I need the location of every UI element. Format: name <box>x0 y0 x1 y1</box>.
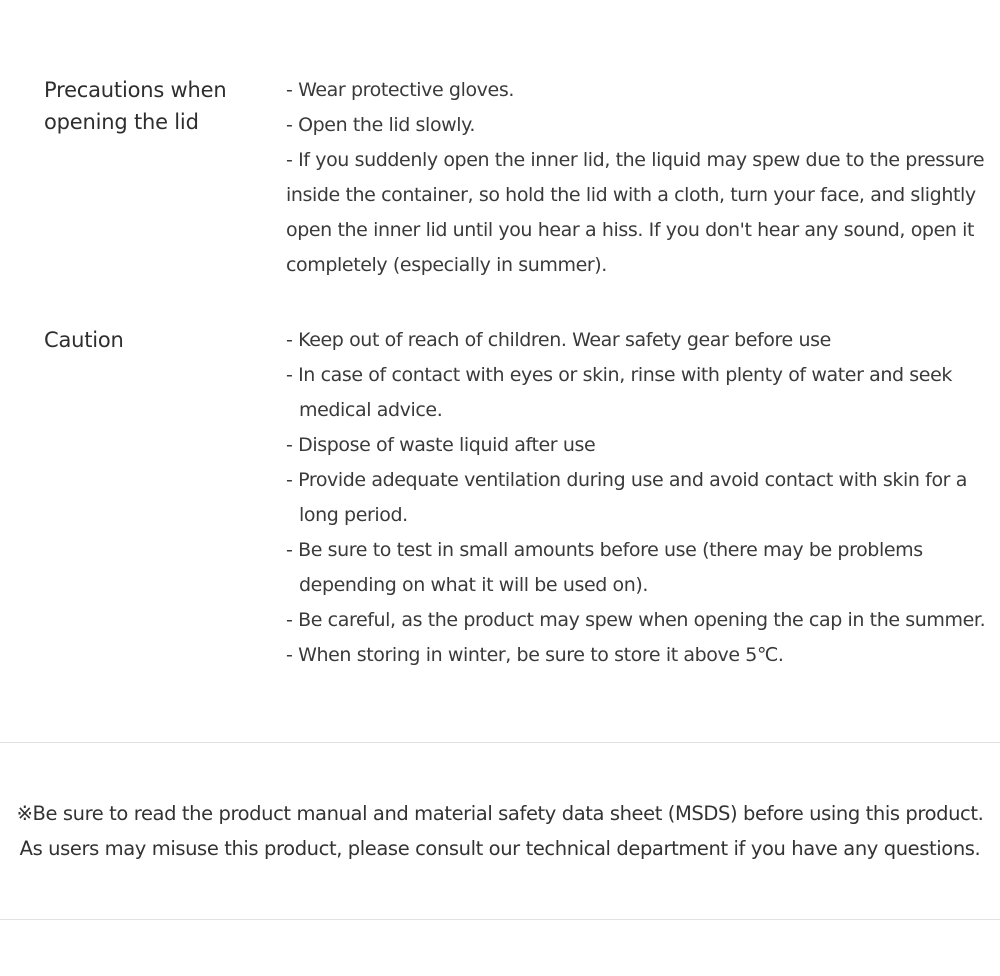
caution-item-text: - Be sure to test in small amounts before use (there may be problems <box>286 539 923 561</box>
caution-item <box>286 323 976 358</box>
caution-item-text: - Dispose of waste liquid after use <box>286 434 596 456</box>
caution-item-text: - Provide adequate ventilation during use and avoid contact with skin for a <box>286 469 967 491</box>
top-divider <box>0 742 1000 743</box>
caution-item-continuation: medical advice. <box>299 399 443 421</box>
lid-precautions-heading-line-2: opening the lid <box>44 110 199 134</box>
caution-item <box>286 428 976 463</box>
lid-precaution-line: completely (especially in summer). <box>286 254 607 276</box>
caution-item-text: - In case of contact with eyes or skin, rinse with plenty of water and seek <box>286 364 952 386</box>
caution-item-continuation: depending on what it will be used on). <box>299 574 649 596</box>
msds-notice-line-1: ※Be sure to read the product manual and material safety data sheet (MSDS) before using this product. <box>16 802 984 825</box>
lid-precautions-heading-line-1: Precautions when <box>44 78 227 102</box>
lid-precautions-body <box>286 73 985 283</box>
lid-precaution-line: inside the container, so hold the lid with a cloth, turn your face, and slightly <box>286 184 976 206</box>
caution-item <box>286 603 986 638</box>
caution-item-continuation: long period. <box>299 504 408 526</box>
bottom-divider <box>0 919 1000 920</box>
msds-notice-line-2: As users may misuse this product, please consult our technical department if you have any questions. <box>19 837 981 860</box>
caution-item <box>286 638 976 673</box>
caution-item <box>286 533 976 603</box>
caution-heading: Caution <box>44 328 124 352</box>
caution-item-text: - When storing in winter, be sure to store it above 5℃. <box>286 644 784 666</box>
lid-precaution-line: - If you suddenly open the inner lid, the liquid may spew due to the pressure <box>286 149 985 171</box>
lid-precaution-line: - Wear protective gloves. <box>286 79 514 101</box>
caution-item <box>286 463 976 533</box>
caution-item-text: - Be careful, as the product may spew when opening the cap in the summer. <box>286 609 986 631</box>
caution-item-text: - Keep out of reach of children. Wear safety gear before use <box>286 329 831 351</box>
caution-item <box>286 358 976 428</box>
lid-precaution-line: open the inner lid until you hear a hiss. If you don't hear any sound, open it <box>286 219 975 241</box>
caution-body <box>286 323 986 673</box>
msds-notice <box>0 796 1000 866</box>
lid-precaution-line: - Open the lid slowly. <box>286 114 475 136</box>
lid-precautions-heading <box>44 74 264 138</box>
